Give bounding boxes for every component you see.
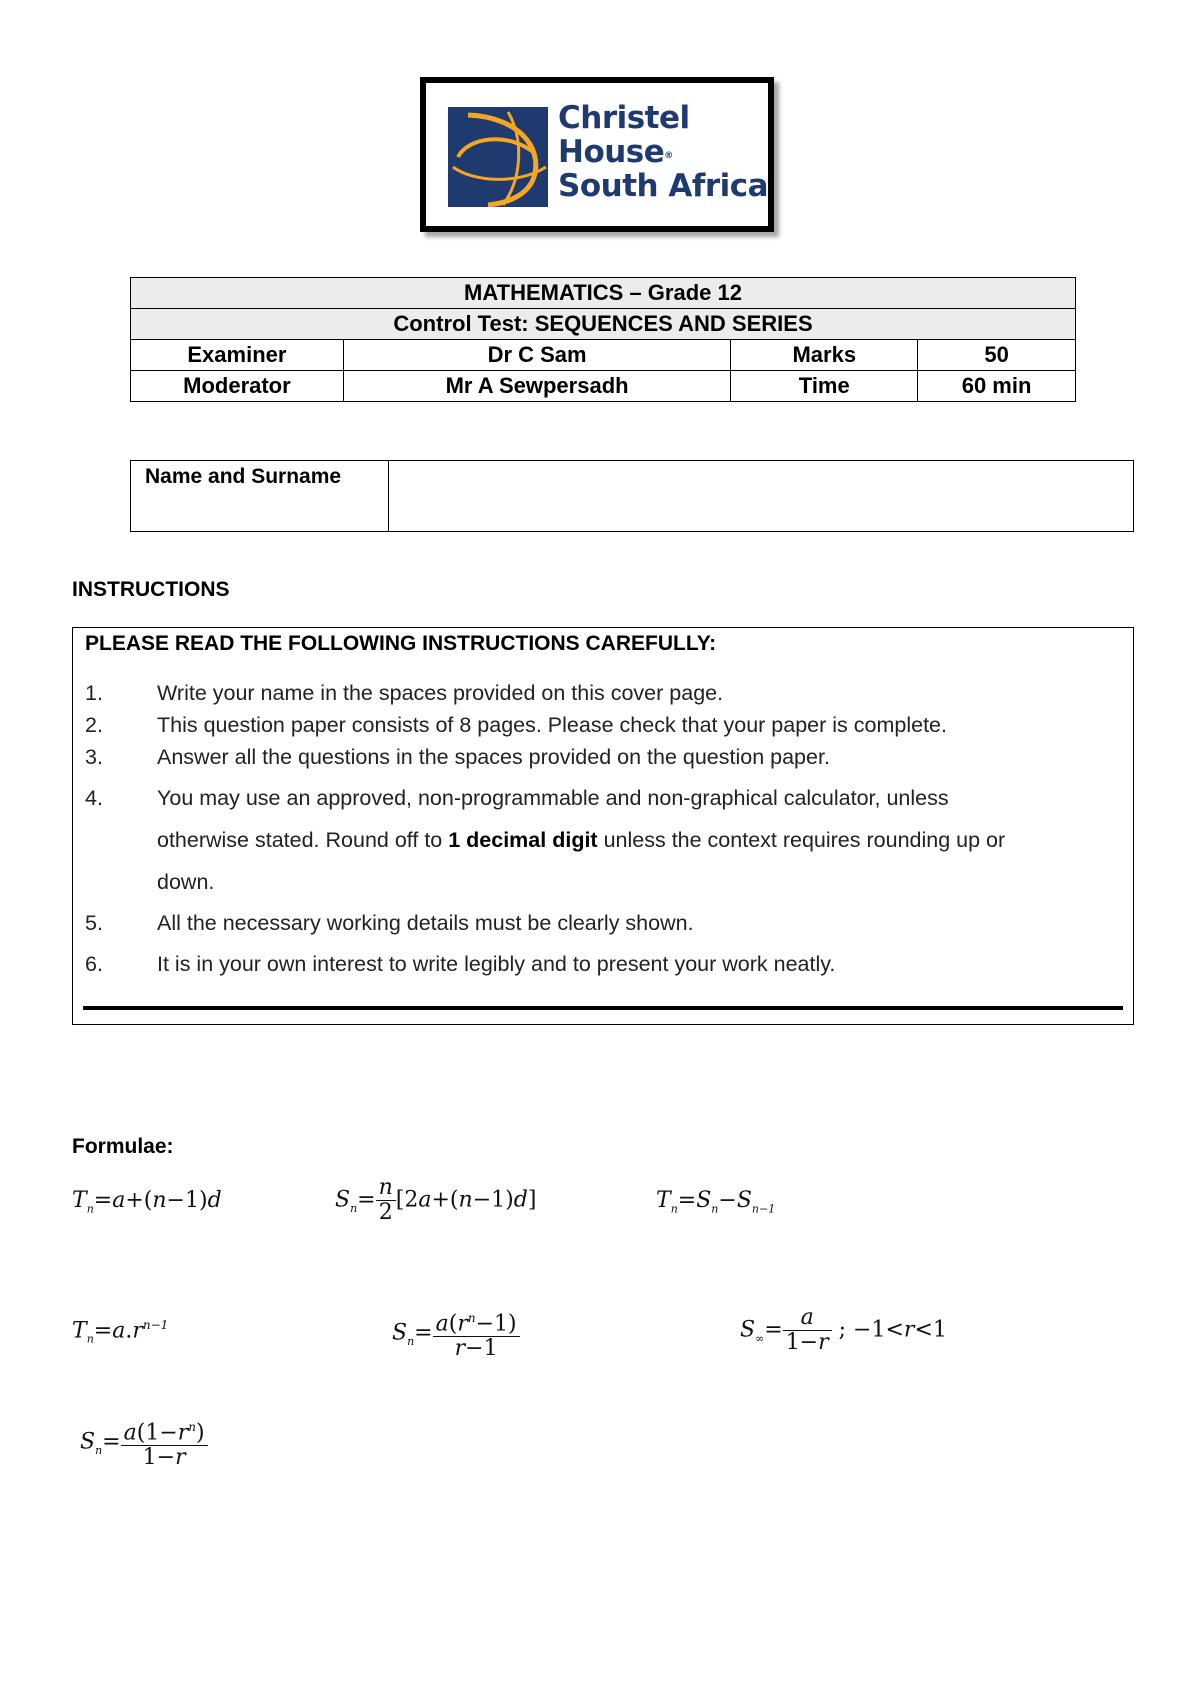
instruction-item: 3. Answer all the questions in the spaces provided on the question paper. <box>85 745 830 769</box>
name-table <box>130 460 1134 532</box>
formula-arithmetic-sum: $S_n=$ $\frac{n}{2}$ [2a+(n−1)d] <box>335 1175 537 1225</box>
formula-arithmetic-term: $T_n=a+(n-1)d$ <box>72 1188 222 1216</box>
time-value: 60 min <box>918 371 1076 402</box>
time-label: Time <box>731 371 918 402</box>
instruction-item: 1. Write your name in the spaces provided on this cover page. <box>85 681 724 705</box>
formula-geometric-sum-r-gt-1: $S_n=$ $\frac{a(r^n-1)}{r-1}$ <box>392 1306 520 1361</box>
formula-geometric-term: $T_n=a.r^{n-1}$ <box>72 1318 169 1346</box>
registered-mark: ® <box>664 151 673 161</box>
marks-label: Marks <box>731 340 918 371</box>
logo-line-3: South Africa <box>558 168 769 204</box>
test-info-table <box>130 277 1076 402</box>
instructions-title: PLEASE READ THE FOLLOWING INSTRUCTIONS CAREFULLY: <box>85 632 717 655</box>
formula-term-from-sums: $T_n=S_n-S_{n-1}$ <box>656 1188 776 1216</box>
name-field[interactable] <box>389 461 1134 532</box>
instruction-item: 6. It is in your own interest to write legibly and to present your work neatly. <box>85 952 836 976</box>
logo-line-2: House® <box>558 134 673 170</box>
logo-line-1: Christel <box>558 100 690 136</box>
moderator-value: Mr A Sewpersadh <box>343 371 731 402</box>
instruction-item: 5. All the necessary working details must be clearly shown. <box>85 911 694 935</box>
globe-logo-icon <box>448 107 548 207</box>
examiner-value: Dr C Sam <box>343 340 731 371</box>
instruction-item-continued: down. <box>157 870 215 894</box>
instructions-heading: INSTRUCTIONS <box>72 578 230 601</box>
logo-wordmark <box>558 101 768 203</box>
instructions-box <box>72 627 1134 1025</box>
name-label: Name and Surname <box>131 461 389 532</box>
formula-geometric-sum-r-lt-1: $S_n=$ $\frac{a(1-r^n)}{1-r}$ <box>80 1415 208 1470</box>
instruction-item: 4. You may use an approved, non-programmable and non-graphical calculator, unless <box>85 786 949 810</box>
test-title: Control Test: SEQUENCES AND SERIES <box>131 309 1076 340</box>
formulae-heading: Formulae: <box>72 1135 174 1158</box>
formula-sum-to-infinity: $S_\infty=$ $\frac{a}{1-r}$ ; −1<r<1 <box>740 1305 947 1355</box>
moderator-label: Moderator <box>131 371 344 402</box>
marks-value: 50 <box>918 340 1076 371</box>
subject-title: MATHEMATICS – Grade 12 <box>131 278 1076 309</box>
divider <box>83 1006 1123 1010</box>
instruction-item-continued: otherwise stated. Round off to 1 decimal digit unless the context requires rounding up or <box>157 828 1006 852</box>
examiner-label: Examiner <box>131 340 344 371</box>
school-logo <box>420 77 774 232</box>
instruction-item: 2. This question paper consists of 8 pages. Please check that your paper is complete. <box>85 713 947 737</box>
